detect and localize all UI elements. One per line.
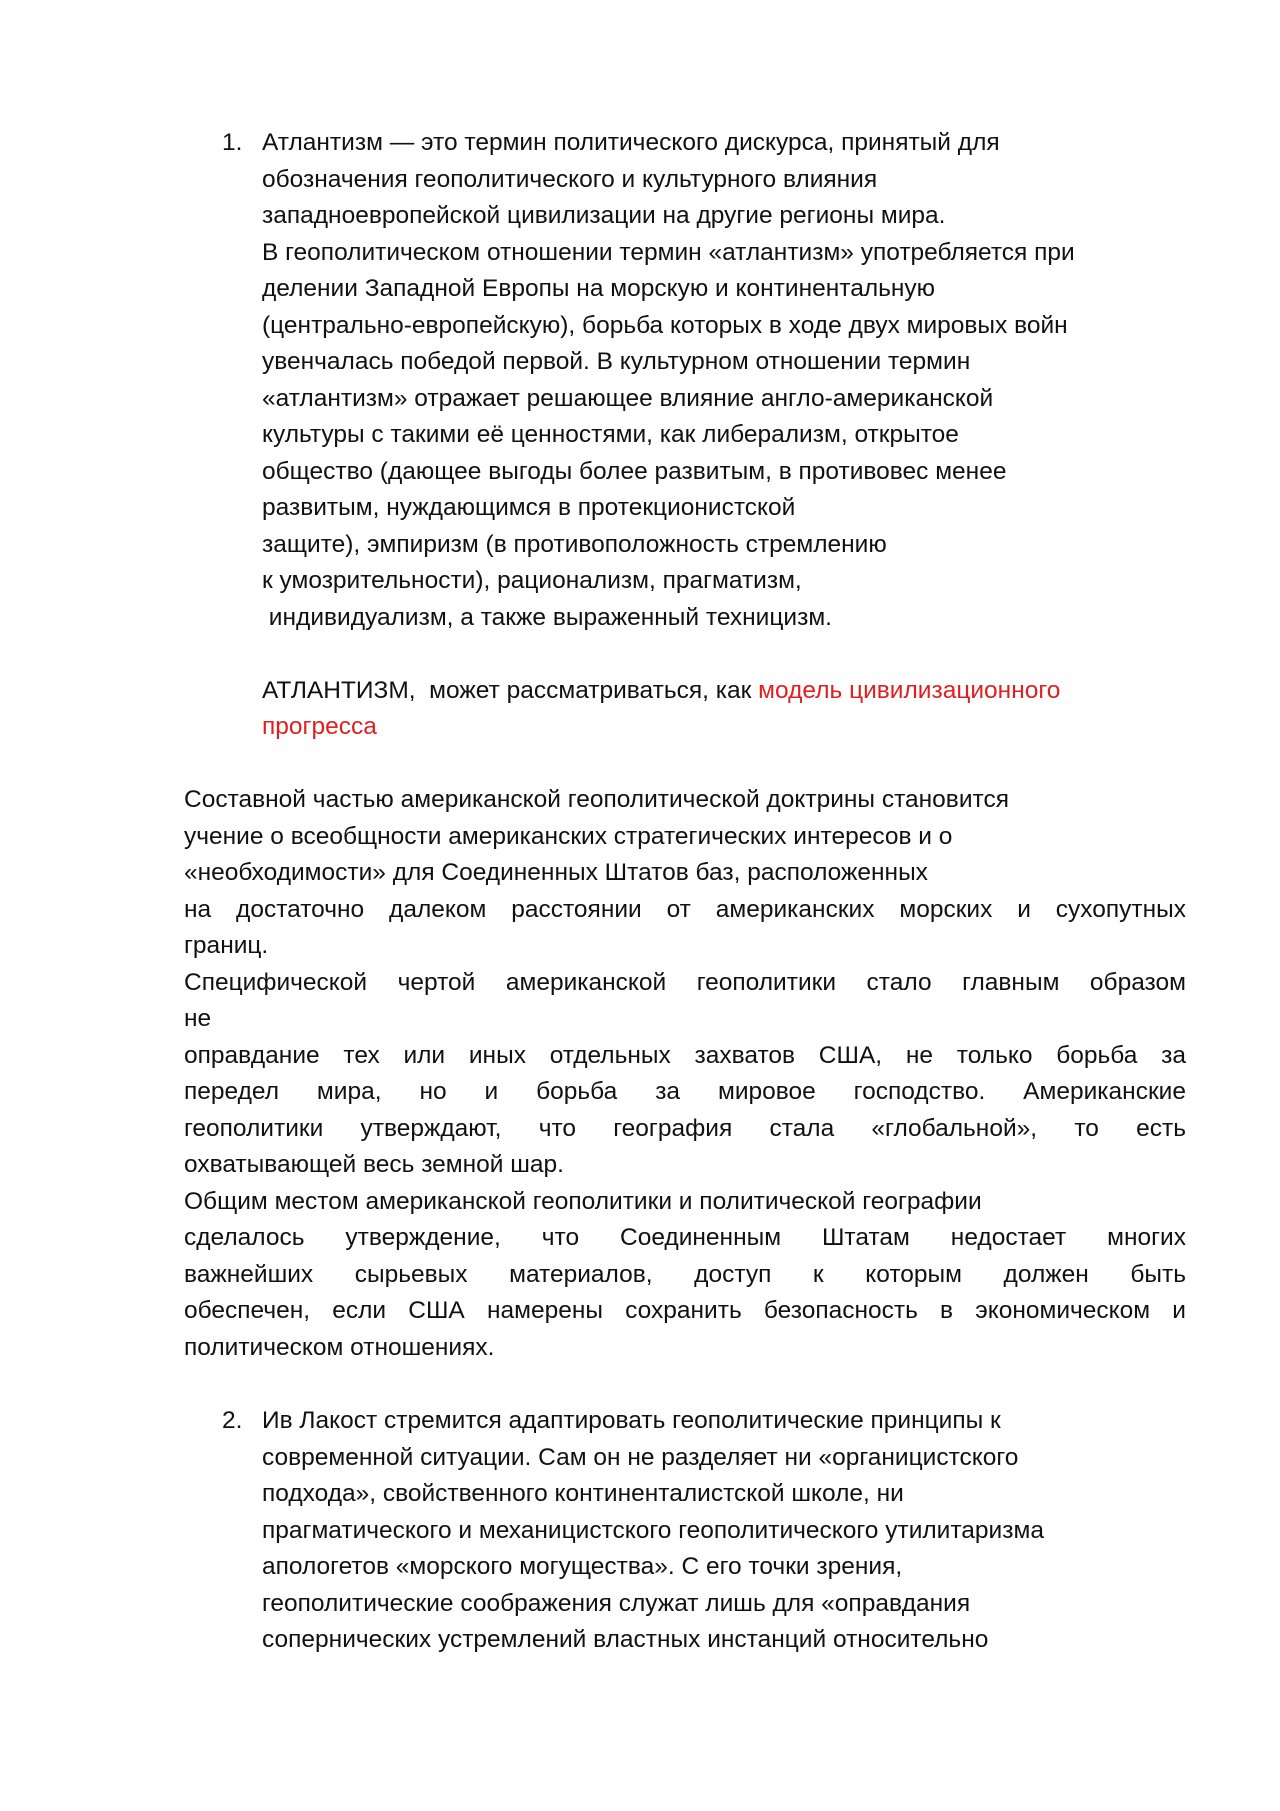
text-line: Ив Лакост стремится адаптировать геополитические принципы к: [262, 1407, 1001, 1434]
text-line: индивидуализм, а также выраженный техницизм.: [262, 604, 832, 631]
text-line: охватывающей весь земной шар.: [184, 1151, 564, 1178]
text-line: делении Западной Европы на морскую и континентальную: [262, 275, 936, 302]
list-number-2: 2.: [222, 1407, 243, 1434]
text-line: западноевропейской цивилизации на другие регионы мира.: [262, 202, 946, 229]
text-line: оправдание тех или иных отдельных захватов США, не только борьба за: [184, 1042, 1186, 1069]
text-line: важнейших сырьевых материалов, доступ к которым должен быть: [184, 1261, 1186, 1288]
text-line: В геополитическом отношении термин «атлантизм» употребляется при: [262, 239, 1075, 266]
atlantism-prefix: АТЛАНТИЗМ, может рассматриваться, как: [262, 677, 759, 704]
text-line: сделалось утверждение, что Соединенным Штатам недостает многих: [184, 1224, 1186, 1251]
text-line: обеспечен, если США намерены сохранить безопасность в экономическом и: [184, 1297, 1186, 1324]
text-line: подхода», свойственного континенталистской школе, ни: [262, 1480, 904, 1507]
text-line: границ.: [184, 932, 269, 959]
text-line: Специфической чертой американской геополитики стало главным образом: [184, 969, 1186, 996]
text-line: обозначения геополитического и культурного влияния: [262, 166, 878, 193]
text-line: «необходимости» для Соединенных Штатов баз, расположенных: [184, 859, 928, 886]
text-line: сопернических устремлений властных инстанций относительно: [262, 1626, 989, 1653]
text-line: учение о всеобщности американских стратегических интересов и о: [184, 823, 953, 850]
text-line: геополитики утверждают, что география стала «глобальной», то есть: [184, 1115, 1186, 1142]
text-line: современной ситуации. Сам он не разделяет ни «органицистского: [262, 1444, 1019, 1471]
text-line: Атлантизм — это термин политического дискурса, принятый для: [262, 129, 1000, 156]
text-line: прагматического и механицистского геополитического утилитаризма: [262, 1517, 1044, 1544]
text-line: Составной частью американской геополитической доктрины становится: [184, 786, 1009, 813]
text-line: не: [184, 1005, 212, 1032]
text-line: геополитические соображения служат лишь для «оправдания: [262, 1590, 971, 1617]
text-line: апологетов «морского могущества». С его точки зрения,: [262, 1553, 903, 1580]
text-line: политическом отношениях.: [184, 1334, 495, 1361]
text-line: Общим местом американской геополитики и политической географии: [184, 1188, 982, 1215]
text-line: (центрально-европейскую), борьба которых в ходе двух мировых войн: [262, 312, 1068, 339]
highlight-red: модель цивилизационного: [758, 677, 1061, 704]
list-number-1: 1.: [222, 129, 243, 156]
atlantism-line: [262, 676, 1060, 706]
text-line: передел мира, но и борьба за мировое господство. Американские: [184, 1078, 1186, 1105]
text-line: на достаточно далеком расстоянии от американских морских и сухопутных: [184, 896, 1186, 923]
text-line: «атлантизм» отражает решающее влияние англо-американской: [262, 385, 994, 412]
text-line: культуры с такими её ценностями, как либерализм, открытое: [262, 421, 959, 448]
text-line: к умозрительности), рационализм, прагматизм,: [262, 567, 802, 594]
text-line: увенчалась победой первой. В культурном отношении термин: [262, 348, 971, 375]
highlight-red: прогресса: [262, 713, 377, 740]
text-line: развитым, нуждающимся в протекционистской: [262, 494, 796, 521]
text-line: защите), эмпиризм (в противоположность стремлению: [262, 531, 887, 558]
text-line: общество (дающее выгоды более развитым, в противовес менее: [262, 458, 1007, 485]
